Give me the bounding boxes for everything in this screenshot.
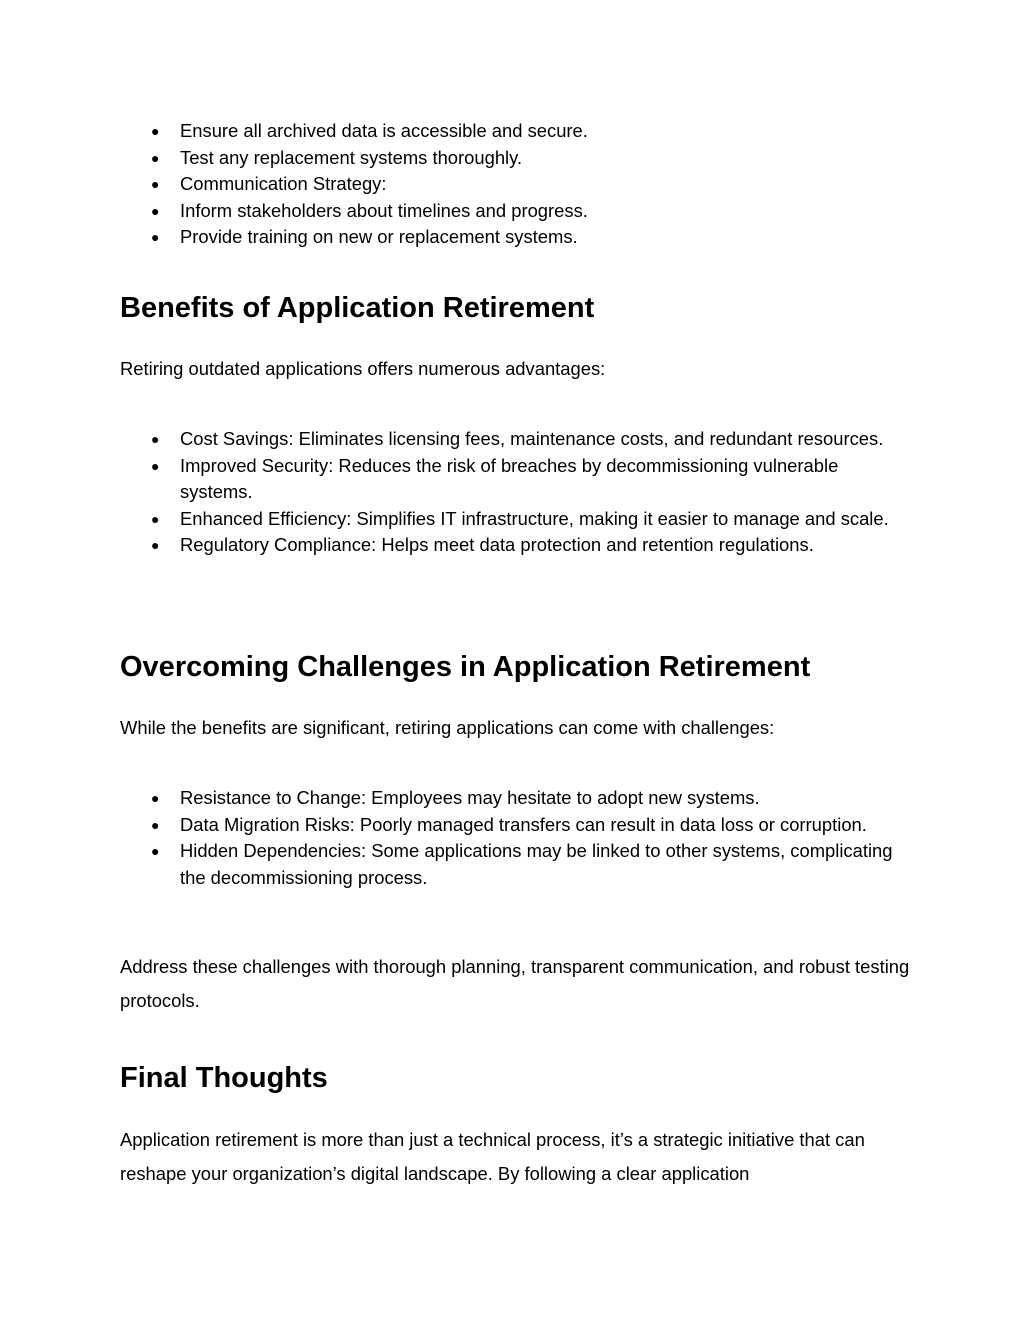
benefits-list xyxy=(120,426,910,559)
list-item-text: Communication Strategy: xyxy=(180,173,387,195)
list-item-text: Inform stakeholders about timelines and progress. xyxy=(180,199,588,221)
bullet-icon: ● xyxy=(151,790,160,806)
list-item-text: Improved Security: Reduces the risk of breaches by decommissioning vulnerable systems. xyxy=(180,454,839,503)
list-item xyxy=(120,506,910,533)
benefits-heading: Benefits of Application Retirement xyxy=(120,292,595,324)
list-item xyxy=(120,145,910,172)
bullet-icon: ● xyxy=(151,202,160,219)
challenges-list xyxy=(120,785,910,891)
bullet-icon: ● xyxy=(151,176,160,193)
list-item-text: Cost Savings: Eliminates licensing fees, maintenance costs, and redundant resources. xyxy=(180,428,884,449)
list-item-text: Hidden Dependencies: Some applications may be linked to other systems, complicating the decommissioning process. xyxy=(180,840,893,888)
list-item xyxy=(120,785,910,812)
list-item-text: Test any replacement systems thoroughly. xyxy=(180,146,523,168)
bullet-icon: ● xyxy=(151,457,160,474)
list-item-text: Provide training on new or replacement systems. xyxy=(180,226,578,248)
list-item-text: Enhanced Efficiency: Simplifies IT infrastructure, making it easier to manage and scale. xyxy=(180,507,889,529)
bullet-icon: ● xyxy=(151,843,160,860)
list-item-text: Regulatory Compliance: Helps meet data protection and retention regulations. xyxy=(180,534,814,556)
list-item xyxy=(120,838,910,891)
list-item-text: Ensure all archived data is accessible and secure. xyxy=(180,120,588,141)
challenges-intro: While the benefits are significant, retiring applications can come with challenges: xyxy=(120,717,775,738)
challenges-closing: Address these challenges with thorough planning, transparent communication, and robust testing protocols. xyxy=(120,956,910,1011)
bullet-icon: ● xyxy=(151,123,160,139)
challenges-heading: Overcoming Challenges in Application Retirement xyxy=(120,651,811,683)
bullet-icon: ● xyxy=(151,149,160,166)
list-item xyxy=(120,426,910,453)
final-paragraph: Application retirement is more than just a technical process, it’s a strategic initiative that can reshape your organization’s digital landscape. By following a clear application xyxy=(120,1129,865,1184)
list-item xyxy=(120,198,910,225)
list-item xyxy=(120,118,910,145)
bullet-icon: ● xyxy=(151,537,160,554)
final-heading: Final Thoughts xyxy=(120,1062,328,1094)
bullet-icon: ● xyxy=(151,431,160,447)
benefits-intro: Retiring outdated applications offers numerous advantages: xyxy=(120,358,606,379)
list-item-text: Resistance to Change: Employees may hesitate to adopt new systems. xyxy=(180,787,760,808)
list-item xyxy=(120,224,910,251)
list-item xyxy=(120,812,910,839)
top-bullet-list xyxy=(120,118,910,251)
bullet-icon: ● xyxy=(151,510,160,527)
list-item xyxy=(120,532,910,559)
list-item-text: Data Migration Risks: Poorly managed transfers can result in data loss or corruption. xyxy=(180,813,867,835)
bullet-icon: ● xyxy=(151,229,160,246)
list-item xyxy=(120,453,910,506)
list-item xyxy=(120,171,910,198)
bullet-icon: ● xyxy=(151,816,160,833)
